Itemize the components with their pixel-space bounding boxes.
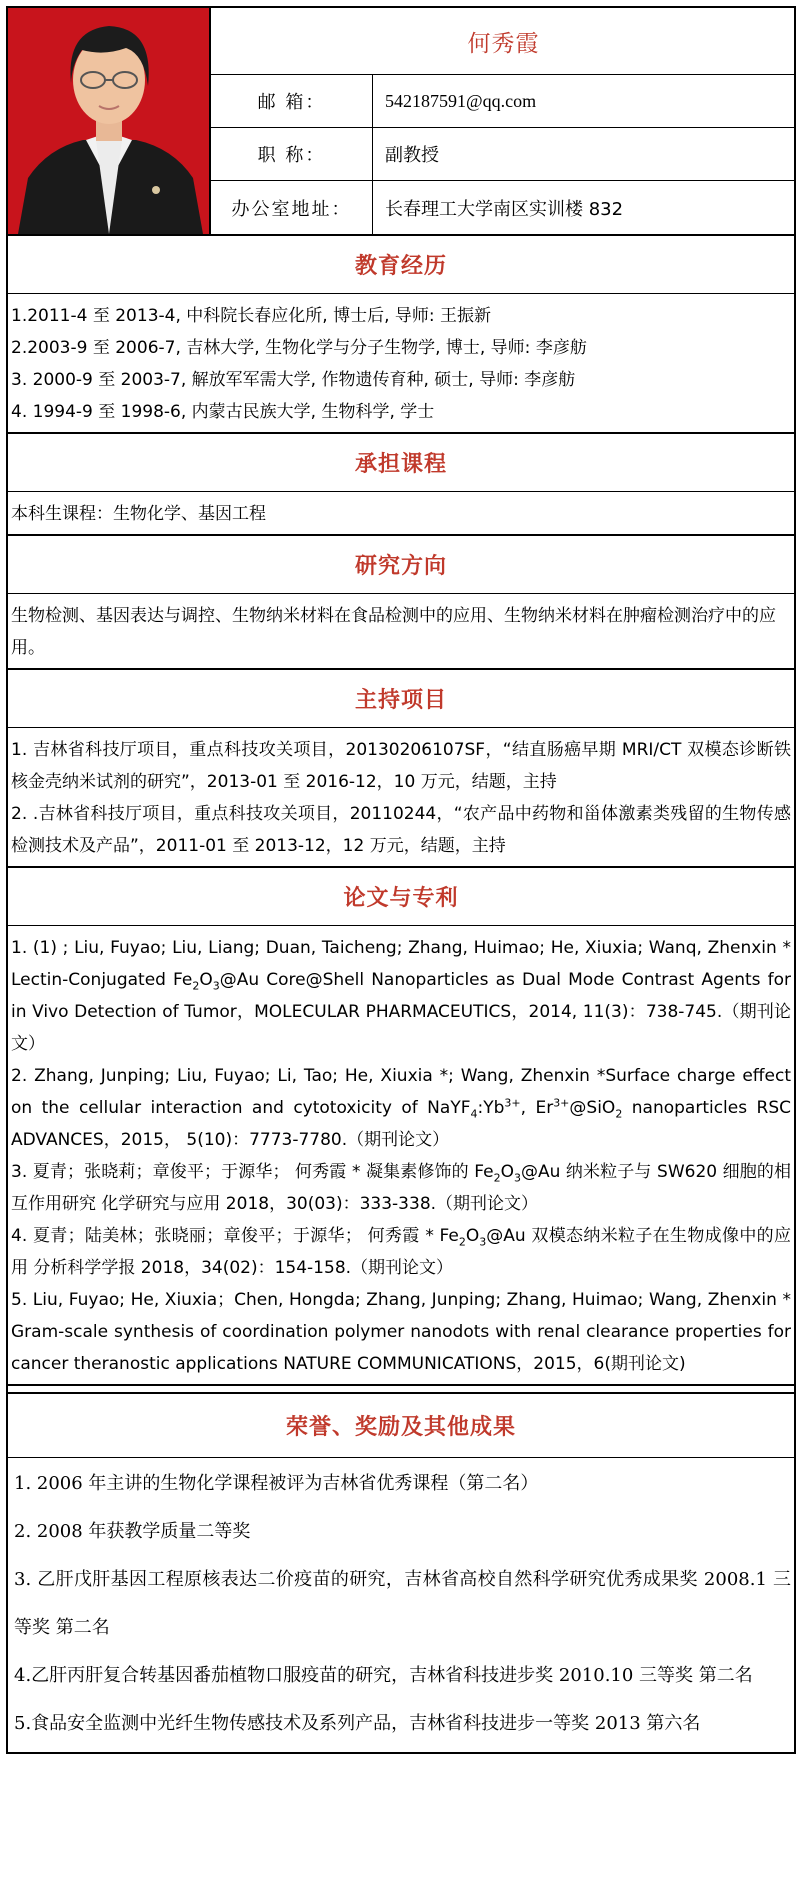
courses-text: 本科生课程：生物化学、基因工程: [11, 504, 266, 524]
paper-item: 2. Zhang, Junping; Liu, Fuyao; Li, Tao; He, Xiuxia *; Wang, Zhenxin *Surface charge effect on the cellular interaction and cytotoxicity of $NaYF_4:Yb^{3+}$, $Er^{3+}@SiO_2$ nanoparticles RSC ADVANCES，2015， 5(10)：7773-7780.（期刊论文）: [11, 1066, 791, 1150]
project-item: 1. 吉林省科技厅项目，重点科技攻关项目，20130206107SF，“结直肠癌早期 MRI/CT 双模态诊断铁核金壳纳米试剂的研究”，2013-01 至 2016-12，10 万元，结题，主持: [11, 740, 791, 792]
papers-section: [6, 868, 796, 1386]
honor-item: 1. 2006 年主讲的生物化学课程被评为吉林省优秀课程（第二名）: [14, 1473, 539, 1494]
research-text: 生物检测、基因表达与调控、生物纳米材料在食品检测中的应用、生物纳米材料在肿瘤检测治疗中的应用。: [11, 606, 776, 658]
education-section: [6, 236, 796, 434]
email-row: [211, 75, 796, 128]
honor-item: 5.食品安全监测中光纤生物传感技术及系列产品，吉林省科技进步一等奖 2013 第六名: [14, 1713, 701, 1734]
email-value[interactable]: 542187591@qq.com: [385, 90, 537, 111]
education-item: 3. 2000-9 至 2003-7, 解放军军需大学, 作物遗传育种, 硕士, 导师: 李彦舫: [11, 370, 576, 390]
education-title: 教育经历: [8, 236, 794, 294]
research-title: 研究方向: [8, 536, 794, 594]
courses-title: 承担课程: [8, 434, 794, 492]
honors-title: 荣誉、奖励及其他成果: [8, 1394, 794, 1458]
projects-list: [8, 728, 794, 866]
project-item: 2. .吉林省科技厅项目，重点科技攻关项目，20110244，“农产品中药物和甾体激素类残留的生物传感检测技术及产品”，2011-01 至 2013-12，12 万元，结题，主持: [11, 804, 791, 856]
papers-title: 论文与专利: [8, 868, 794, 926]
honors-list: [8, 1458, 794, 1752]
office-value: 长春理工大学南区实训楼 832: [385, 198, 624, 220]
profile-header: [6, 6, 796, 236]
profile-info: [211, 8, 796, 234]
paper-item: 5. Liu, Fuyao; He, Xiuxia；Chen, Hongda; Zhang, Junping; Zhang, Huimao; Wang, Zhenxin * Gram-scale synthesis of coordination polymer nanodots with renal clearance properties for cancer theranostic applications NATURE COMMUNICATIONS，2015，6(期刊论文): [11, 1290, 791, 1374]
paper-item: 4. 夏青；陆美林；张晓丽；章俊平；于源华； 何秀霞 * $Fe_2O_3@Au$ 双模态纳米粒子在生物成像中的应用 分析科学学报 2018，34(02)：154-158.（期刊论文）: [11, 1226, 791, 1278]
office-label: 办公室地址：: [211, 181, 373, 234]
paper-item: 1. (1) ; Liu, Fuyao; Liu, Liang; Duan, Taicheng; Zhang, Huimao; He, Xiuxia; Wanq, Zhenxin * Lectin-Conjugated $Fe_2O_3@Au$ Core@Shell Nanoparticles as Dual Mode Contrast Agents for in Vivo Detection of Tumor，MOLECULAR PHARMACEUTICS，2014, 11(3)：738-745.（期刊论文）: [11, 938, 791, 1054]
education-list: [8, 294, 794, 432]
paper-item: 3. 夏青；张晓莉；章俊平；于源华； 何秀霞 * 凝集素修饰的 $Fe_2O_3@Au$ 纳米粒子与 SW620 细胞的相互作用研究 化学研究与应用 2018，30(03)：333-338.（期刊论文）: [11, 1162, 791, 1214]
title-row: [211, 128, 796, 181]
honor-item: 2. 2008 年获教学质量二等奖: [14, 1521, 251, 1542]
portrait-photo: [8, 8, 211, 234]
honors-section: [6, 1392, 796, 1754]
email-label: 邮 箱：: [211, 75, 373, 127]
honor-item: 4.乙肝丙肝复合转基因番茄植物口服疫苗的研究，吉林省科技进步奖 2010.10 三等奖 第二名: [14, 1665, 753, 1686]
honor-item: 3. 乙肝戊肝基因工程原核表达二价疫苗的研究，吉林省高校自然科学研究优秀成果奖 2008.1 三等奖 第二名: [14, 1569, 791, 1638]
portrait-icon: [8, 8, 211, 234]
title-value: 副教授: [385, 145, 439, 166]
person-name: 何秀霞: [467, 30, 540, 57]
title-label: 职 称：: [211, 128, 373, 180]
research-section: [6, 536, 796, 670]
papers-list: [8, 926, 794, 1384]
name-row: [211, 8, 796, 75]
office-row: [211, 181, 796, 234]
education-item: 1.2011-4 至 2013-4, 中科院长春应化所, 博士后, 导师: 王振新: [11, 306, 492, 326]
education-item: 2.2003-9 至 2006-7, 吉林大学, 生物化学与分子生物学, 博士, 导师: 李彦舫: [11, 338, 587, 358]
projects-title: 主持项目: [8, 670, 794, 728]
courses-body: [8, 492, 794, 534]
education-item: 4. 1994-9 至 1998-6, 内蒙古民族大学, 生物科学, 学士: [11, 402, 435, 422]
projects-section: [6, 670, 796, 868]
courses-section: [6, 434, 796, 536]
research-body: [8, 594, 794, 668]
